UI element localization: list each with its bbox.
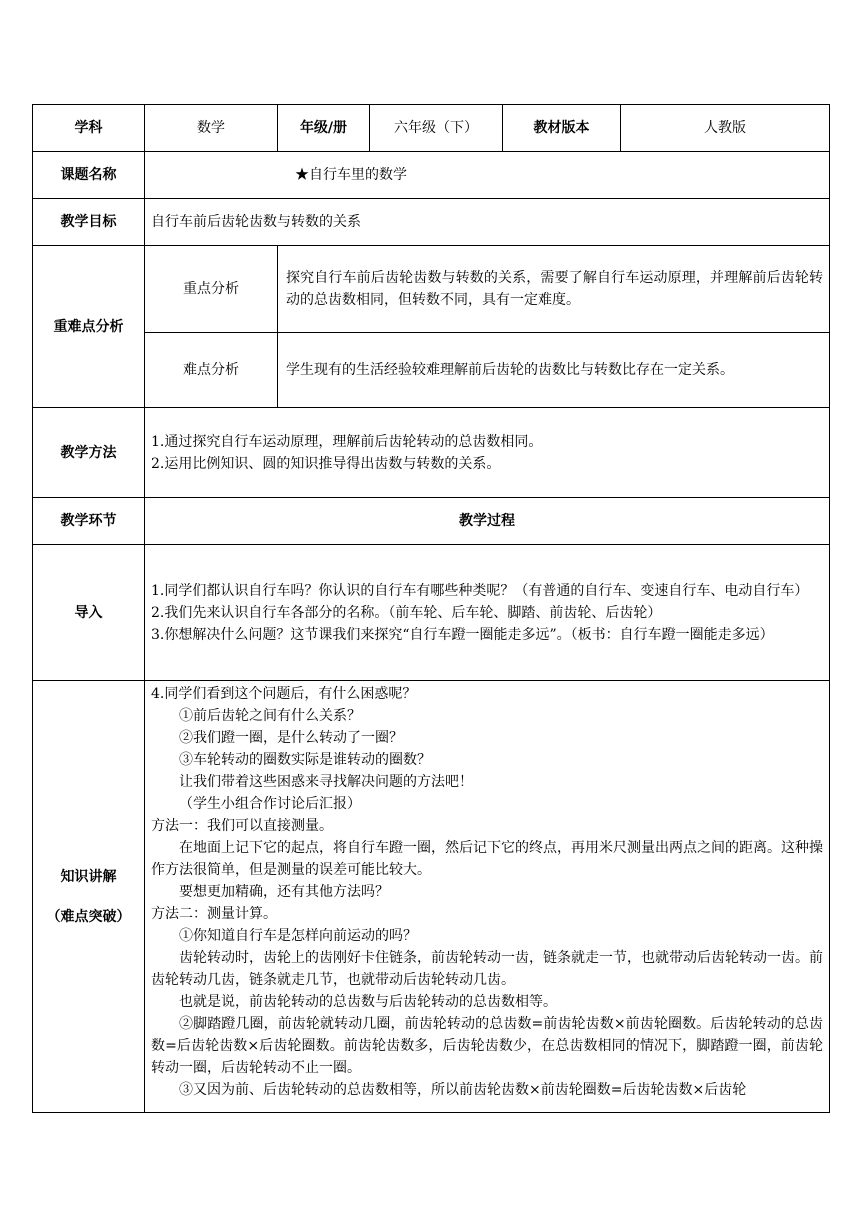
intro-row [33, 545, 830, 681]
goal-label: 教学目标 [33, 199, 145, 246]
process-header-row [33, 498, 830, 545]
intro-line: 3.你想解决什么问题？这节课我们来探究“自行车蹬一圈能走多远”。（板书：自行车蹬一圈能走多远） [151, 626, 774, 643]
knowledge-line: 4.同学们看到这个问题后，有什么困惑呢？ [151, 686, 417, 702]
difficulty-analysis-row [33, 333, 830, 408]
knowledge-line: ③又因为前、后齿轮转动的总齿数相等，所以前齿轮齿数×前齿轮圈数=后齿轮齿数×后齿轮 [179, 1082, 747, 1098]
intro-label: 导入 [33, 545, 145, 681]
edition-label: 教材版本 [503, 105, 621, 152]
topic-row [33, 152, 830, 199]
intro-line: 2.我们先来认识自行车各部分的名称。（前车轮、后车轮、脚踏、前齿轮、后齿轮） [151, 604, 662, 621]
method-line: 1.通过探究自行车运动原理，理解前后齿轮转动的总齿数相同。 [151, 433, 543, 450]
knowledge-line: 让我们带着这些困惑来寻找解决问题的方法吧！ [179, 774, 473, 790]
knowledge-line: ③车轮转动的圈数实际是谁转动的圈数？ [179, 752, 431, 768]
topic-value: ★自行车里的数学 [295, 167, 407, 183]
knowledge-line: ②脚踏蹬几圈，前齿轮就转动几圈，前齿轮转动的总齿数=前齿轮齿数×前齿轮圈数。后齿轮转动的总齿数=后齿轮齿数×后齿轮圈数。前齿轮齿数多，后齿轮齿数少，在总齿数相同的情况下，脚踏蹬一圈，前齿轮转动一圈，后齿轮转动不止一圈。 [151, 1016, 823, 1076]
difficulty-analysis-label: 难点分析 [145, 333, 278, 408]
knowledge-line: 在地面上记下它的起点，将自行车蹬一圈，然后记下它的终点，再用米尺测量出两点之间的距离。这种操作方法很简单，但是测量的误差可能比较大。 [151, 840, 823, 878]
difficulty-analysis-text: 学生现有的生活经验较难理解前后齿轮的齿数比与转数比存在一定关系。 [278, 333, 830, 408]
method-row [33, 408, 830, 498]
method-content [145, 408, 830, 498]
knowledge-label-cell [33, 681, 145, 1113]
subject-label: 学科 [33, 105, 145, 152]
grade-label: 年级/册 [278, 105, 370, 152]
method-line: 2.运用比例知识、圆的知识推导得出齿数与转数的关系。 [151, 455, 501, 472]
knowledge-row [33, 681, 830, 1113]
header-row [33, 105, 830, 152]
knowledge-line: 也就是说，前齿轮转动的总齿数与后齿轮转动的总齿数相等。 [179, 994, 557, 1010]
process-header: 教学过程 [145, 498, 830, 545]
key-analysis-label: 重点分析 [145, 246, 278, 333]
topic-cell [145, 152, 830, 199]
knowledge-line: ①你知道自行车是怎样向前运动的吗？ [179, 928, 417, 944]
intro-line: 1.同学们都认识自行车吗？你认识的自行车有哪些种类呢？（有普通的自行车、变速自行车、电动自行车） [151, 582, 809, 599]
goal-row [33, 199, 830, 246]
knowledge-line: ②我们蹬一圈，是什么转动了一圈？ [179, 730, 403, 746]
knowledge-line: 方法二：测量计算。 [151, 906, 277, 922]
grade-value: 六年级（下） [370, 105, 503, 152]
knowledge-content [145, 681, 830, 1113]
knowledge-line: 齿轮转动时，齿轮上的齿刚好卡住链条，前齿轮转动一齿，链条就走一节，也就带动后齿轮转动一齿。前齿轮转动几齿，链条就走几节，也就带动后齿轮转动几齿。 [151, 950, 823, 988]
knowledge-line: 要想更加精确，还有其他方法吗？ [179, 884, 389, 900]
knowledge-line: （学生小组合作讨论后汇报） [179, 796, 361, 812]
lesson-plan-table [32, 104, 830, 1113]
knowledge-line: 方法一：我们可以直接测量。 [151, 818, 333, 834]
lesson-plan-page [32, 104, 829, 1113]
edition-value: 人教版 [621, 105, 830, 152]
key-analysis-text: 探究自行车前后齿轮齿数与转数的关系，需要了解自行车运动原理，并理解前后齿轮转动的总齿数相同，但转数不同，具有一定难度。 [278, 246, 830, 333]
method-label: 教学方法 [33, 408, 145, 498]
subject-value: 数学 [145, 105, 278, 152]
stage-header: 教学环节 [33, 498, 145, 545]
analysis-label: 重难点分析 [33, 246, 145, 408]
knowledge-sublabel: （难点突破） [46, 908, 131, 925]
key-analysis-row [33, 246, 830, 333]
intro-content [145, 545, 830, 681]
knowledge-label: 知识讲解 [60, 868, 117, 885]
knowledge-line: ①前后齿轮之间有什么关系？ [179, 708, 361, 724]
goal-value: 自行车前后齿轮齿数与转数的关系 [145, 199, 830, 246]
topic-label: 课题名称 [33, 152, 145, 199]
